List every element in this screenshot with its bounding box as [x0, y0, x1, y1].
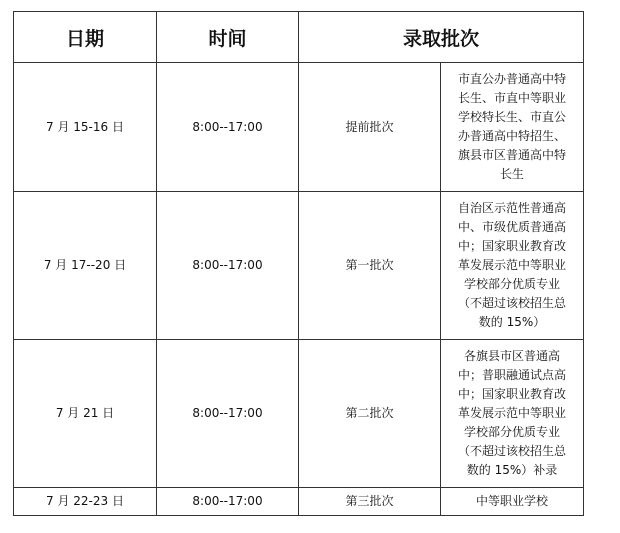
- batch-scope-text: 市直公办普通高中特长生、市直中等职业学校特长生、市直公办普通高中特招生、旗县市区普通高中特长生: [458, 72, 567, 181]
- table-row: [14, 340, 584, 488]
- batch-scope-text: 中等职业学校: [475, 494, 548, 508]
- batch-scope-cell: [441, 192, 584, 340]
- date-cell: 7 月 21 日: [14, 340, 157, 488]
- header-date: 日期: [14, 12, 157, 63]
- time-cell: 8:00--17:00: [157, 192, 299, 340]
- admission-schedule-table: [13, 11, 584, 516]
- batch-scope-cell: [441, 488, 584, 516]
- batch-scope-cell: [441, 340, 584, 488]
- time-cell: 8:00--17:00: [157, 340, 299, 488]
- batch-name-cell: 第三批次: [299, 488, 441, 516]
- table-row: [14, 192, 584, 340]
- header-batch: 录取批次: [299, 12, 584, 63]
- batch-name-cell: 第一批次: [299, 192, 441, 340]
- batch-scope-text: 自治区示范性普通高中、市级优质普通高中；国家职业教育改革发展示范中等职业学校部分优质专业（不超过该校招生总数的 15%）: [458, 201, 567, 329]
- batch-scope-text: 各旗县市区普通高中；普职融通试点高中；国家职业教育改革发展示范中等职业学校部分优质专业（不超过该校招生总数的 15%）补录: [458, 349, 567, 477]
- table-row: [14, 488, 584, 516]
- date-cell: 7 月 15-16 日: [14, 63, 157, 192]
- batch-name-cell: 提前批次: [299, 63, 441, 192]
- table-row: [14, 63, 584, 192]
- table-header-row: [14, 12, 584, 63]
- date-cell: 7 月 17--20 日: [14, 192, 157, 340]
- time-cell: 8:00--17:00: [157, 63, 299, 192]
- batch-name-cell: 第二批次: [299, 340, 441, 488]
- header-time: 时间: [157, 12, 299, 63]
- time-cell: 8:00--17:00: [157, 488, 299, 516]
- date-cell: 7 月 22-23 日: [14, 488, 157, 516]
- batch-scope-cell: [441, 63, 584, 192]
